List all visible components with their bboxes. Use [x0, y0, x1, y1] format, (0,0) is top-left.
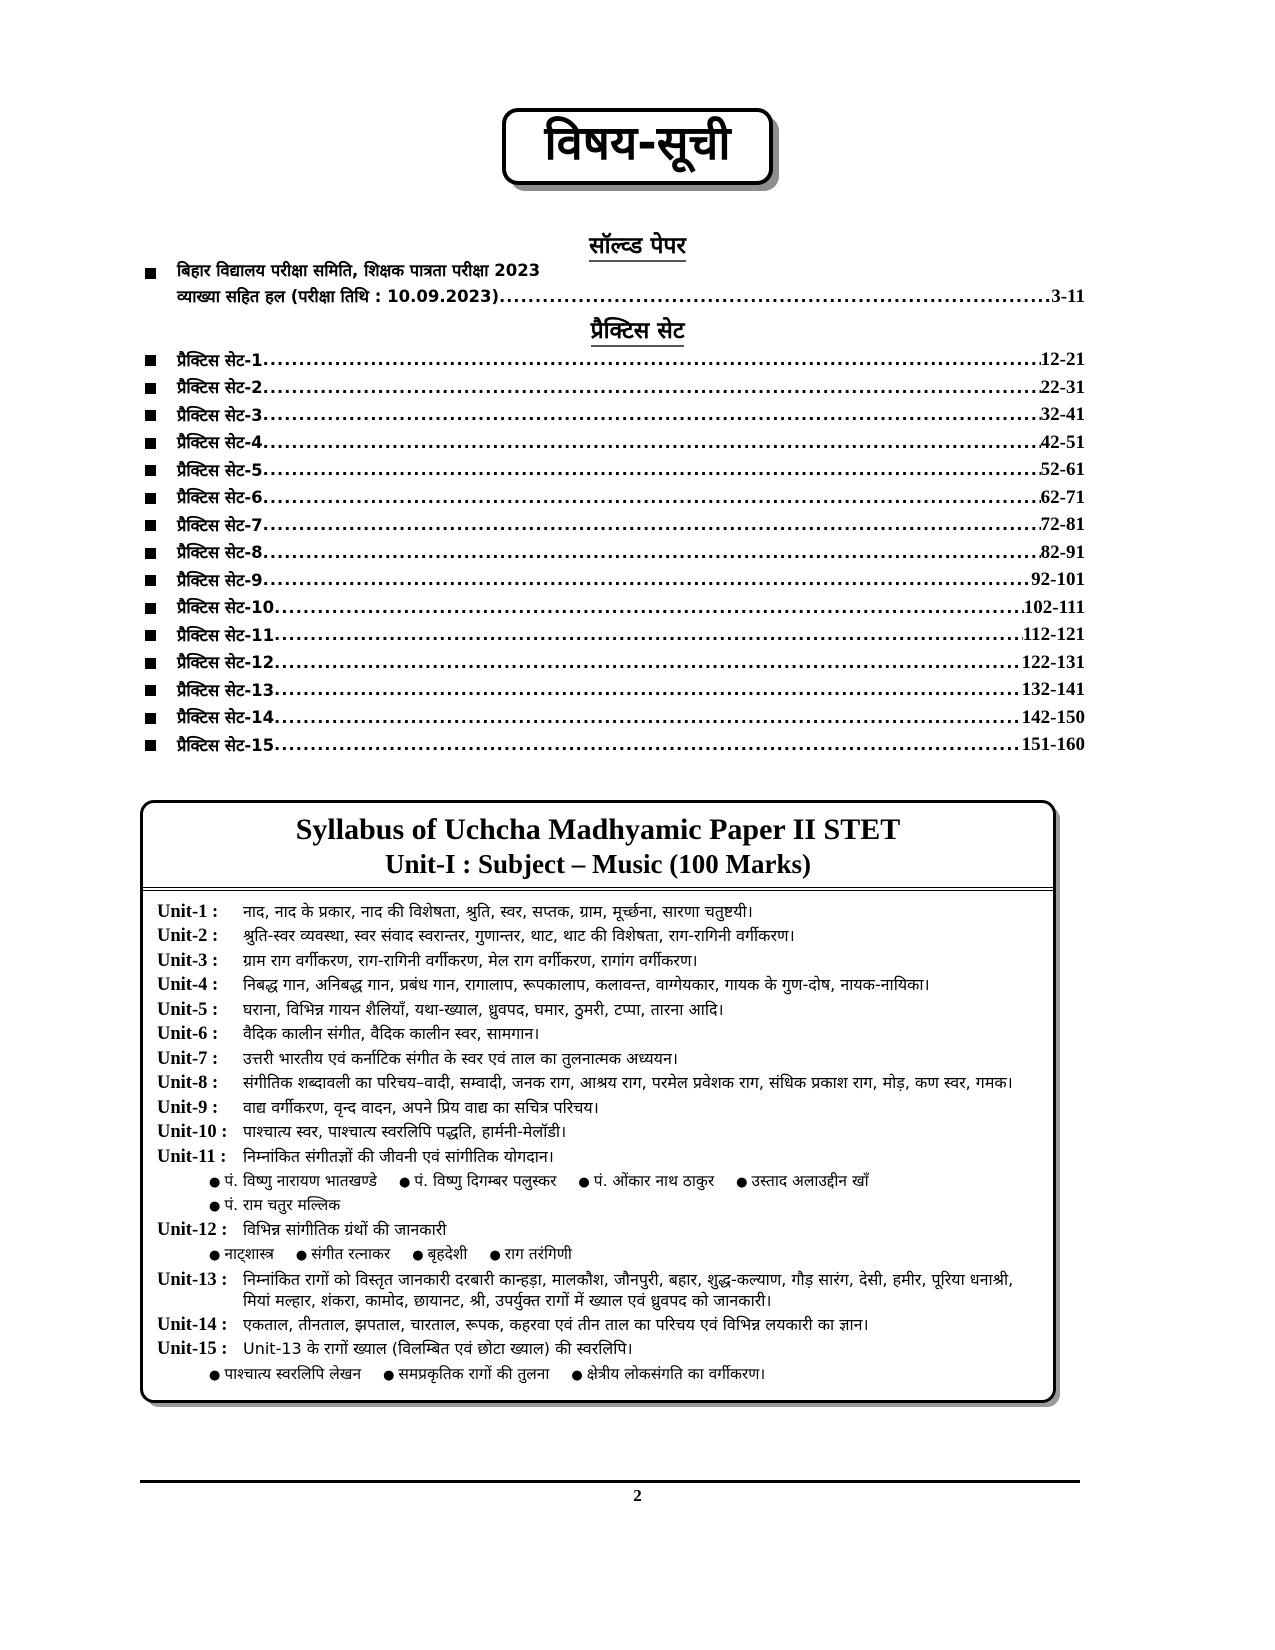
syllabus-bullet-label: पं. ओंकार नाथ ठाकुर [593, 1172, 715, 1191]
syllabus-bullet-label: बृहदेशी [427, 1245, 468, 1264]
syllabus-unit-row [157, 1121, 1039, 1143]
round-bullet-icon: ● [209, 1198, 221, 1214]
toc-page-range: 122-131 [1021, 651, 1085, 673]
round-bullet-icon: ● [571, 1367, 583, 1383]
toc-entry-line [177, 350, 1085, 369]
round-bullet-icon: ● [736, 1175, 748, 1191]
syllabus-bullet-label: पं. विष्णु नारायण भातखण्डे [224, 1172, 377, 1191]
syllabus-bullet-item [209, 1363, 361, 1386]
syllabus-bullet-label: राग तरंगिणी [504, 1245, 572, 1264]
toc-entry-practice-set[interactable] [145, 625, 1085, 644]
dot-leader [263, 490, 1041, 506]
square-bullet-icon [145, 548, 156, 559]
syllabus-bullet-label: पं. विष्णु दिगम्बर पलुस्कर [414, 1172, 557, 1191]
dot-leader [274, 627, 1023, 643]
syllabus-unit-text: पाश्चात्य स्वर, पाश्चात्य स्वरलिपि पद्धति, हार्मनी-मेलॉडी। [243, 1122, 567, 1142]
square-bullet-icon [145, 603, 156, 614]
syllabus-bullet-item [412, 1243, 467, 1266]
page-title-container [0, 108, 1275, 185]
toc-entry-body [177, 543, 1085, 562]
toc-entry-practice-set[interactable] [145, 378, 1085, 397]
syllabus-unit-text: घराना, विभिन्न गायन शैलियाँ, यथा-ख्याल, ध्रुवपद, घमार, ठुमरी, टप्पा, तारना आदि। [243, 999, 724, 1019]
toc-entry-practice-set[interactable] [145, 488, 1085, 507]
syllabus-bullet-label: समप्रकृतिक रागों की तुलना [398, 1364, 550, 1383]
syllabus-bullet-item [399, 1170, 556, 1193]
toc-entry-line2: व्याख्या सहित हल (परीक्षा तिथि : 10.09.2023) [177, 287, 500, 306]
toc-entry-line [177, 625, 1085, 644]
toc-entry-label: प्रैक्टिस सेट-7 [177, 515, 263, 535]
toc-entry-line [177, 653, 1085, 672]
dot-leader [263, 517, 1041, 533]
syllabus-unit-bullet-list [157, 1170, 1039, 1217]
syllabus-unit-bullet-list [157, 1363, 1039, 1386]
toc-entry-practice-set[interactable] [145, 570, 1085, 589]
toc-page-range: 12-21 [1040, 349, 1085, 370]
syllabus-unit-text: ग्राम राग वर्गीकरण, राग-रागिनी वर्गीकरण, मेल राग वर्गीकरण, रागांग वर्गीकरण। [243, 950, 698, 970]
dot-leader [263, 407, 1041, 423]
syllabus-unit-row [157, 1314, 1039, 1336]
syllabus-unit-row [157, 999, 1039, 1021]
syllabus-bullet-label: पं. राम चतुर मल्लिक [224, 1195, 341, 1214]
toc-entry-line [177, 680, 1085, 699]
syllabus-unit-row [157, 1219, 1039, 1241]
syllabus-unit-row [157, 950, 1039, 972]
syllabus-unit-key: Unit-7 : [157, 1048, 219, 1069]
toc-entry-practice-set[interactable] [145, 680, 1085, 699]
toc-entry-label: प्रैक्टिस सेट-13 [177, 680, 275, 700]
dot-leader [274, 682, 1022, 698]
syllabus-unit-key: Unit-2 : [157, 926, 219, 947]
square-bullet-icon [145, 658, 156, 669]
syllabus-unit-text: उत्तरी भारतीय एवं कर्नाटिक संगीत के स्वर एवं ताल का तुलनात्मक अध्ययन। [243, 1048, 678, 1068]
syllabus-unit-row [157, 1097, 1039, 1119]
syllabus-bullet-item [736, 1170, 868, 1193]
toc-page-range: 42-51 [1040, 431, 1085, 453]
footer-page-number: 2 [633, 1486, 642, 1505]
dot-leader [274, 600, 1024, 616]
square-bullet-icon [145, 630, 156, 641]
toc-entry-practice-set[interactable] [145, 433, 1085, 452]
round-bullet-icon: ● [398, 1175, 411, 1191]
syllabus-unit-text: श्रुति-स्वर व्यवस्था, स्वर संवाद स्वरान्तर, गुणान्तर, थाट, थाट की विशेषता, राग-रागिनी वर्गीकरण। [243, 926, 795, 946]
syllabus-unit-row [157, 1023, 1039, 1045]
syllabus-unit-key: Unit-11 : [157, 1146, 227, 1167]
dot-leader [263, 462, 1041, 478]
syllabus-unit-key: Unit-13 : [157, 1269, 228, 1290]
syllabus-unit-row [157, 974, 1039, 996]
syllabus-bullet-item [209, 1170, 377, 1193]
toc-entry-body [177, 460, 1085, 479]
dot-leader [274, 737, 1022, 753]
syllabus-unit-row [157, 1072, 1039, 1094]
toc-entry-practice-set[interactable] [145, 543, 1085, 562]
square-bullet-icon [145, 410, 156, 421]
syllabus-unit-key: Unit-10 : [157, 1122, 228, 1143]
toc-page-range: 151-160 [1021, 734, 1085, 755]
syllabus-unit-key: Unit-9 : [157, 1097, 219, 1118]
square-bullet-icon [145, 685, 156, 696]
toc-entry-practice-set[interactable] [145, 735, 1085, 754]
round-bullet-icon: ● [489, 1248, 501, 1264]
toc-entry-practice-set[interactable] [145, 405, 1085, 424]
toc-entry-label: प्रैक्टिस सेट-8 [177, 543, 263, 562]
syllabus-unit-list [143, 891, 1053, 1400]
toc-entry-body [177, 263, 1085, 306]
toc-entry-practice-set[interactable] [145, 350, 1085, 369]
syllabus-unit-key: Unit-15 : [157, 1339, 228, 1360]
section-heading-practice-sets [0, 313, 1275, 345]
toc-entry-line [177, 515, 1085, 534]
syllabus-unit-key: Unit-12 : [157, 1219, 228, 1240]
toc-entry-practice-set[interactable] [145, 598, 1085, 617]
toc-entry-label: प्रैक्टिस सेट-15 [177, 735, 275, 755]
syllabus-unit-text: नाद, नाद के प्रकार, नाद की विशेषता, श्रुति, स्वर, सप्तक, ग्राम, मूर्च्छना, सारणा चतुष्टयी। [243, 901, 753, 921]
syllabus-unit-row [157, 925, 1039, 947]
toc-page-range: 82-91 [1040, 541, 1085, 563]
round-bullet-icon: ● [383, 1367, 395, 1383]
syllabus-bullet-item [209, 1243, 274, 1266]
syllabus-unit-key: Unit-8 : [157, 1073, 219, 1094]
syllabus-bullet-label: क्षेत्रीय लोकसंगति का वर्गीकरण। [586, 1364, 766, 1383]
toc-entry-body [177, 488, 1085, 507]
toc-entry-label: प्रैक्टिस सेट-14 [177, 708, 275, 727]
syllabus-unit-row [157, 1269, 1039, 1312]
syllabus-unit-text: विभिन्न सांगीतिक ग्रंथों की जानकारी [243, 1219, 447, 1239]
toc-entry-label: प्रैक्टिस सेट-2 [177, 378, 263, 397]
square-bullet-icon [145, 438, 156, 449]
toc-entry-practice-set[interactable] [145, 708, 1085, 727]
syllabus-bullet-item [578, 1170, 714, 1193]
toc-entry-body [177, 570, 1085, 589]
syllabus-header [143, 803, 1053, 891]
toc-entry-line [177, 460, 1085, 479]
syllabus-unit-text: निम्नांकित संगीतज्ञों की जीवनी एवं सांगीतिक योगदान। [243, 1146, 554, 1166]
toc-page-range: 132-141 [1021, 679, 1085, 700]
square-bullet-icon [145, 520, 156, 531]
toc-entry-line [177, 378, 1085, 397]
square-bullet-icon [145, 465, 156, 476]
toc-entry-label: प्रैक्टिस सेट-1 [177, 350, 263, 370]
syllabus-unit-row [157, 901, 1039, 923]
syllabus-unit-text: एकताल, तीनताल, झपताल, चारताल, रूपक, कहरवा एवं तीन ताल का परिचय एवं विभिन्न लयकारी का ज्ञान। [243, 1314, 869, 1334]
toc-entry-line [177, 735, 1085, 754]
toc-page-range: 3-11 [1051, 285, 1085, 307]
toc-entry-line [177, 543, 1085, 562]
round-bullet-icon: ● [295, 1248, 308, 1264]
round-bullet-icon: ● [209, 1248, 221, 1264]
page-title: विषय-सूची [544, 116, 731, 171]
toc-entry-line [177, 598, 1085, 617]
dot-leader [263, 352, 1041, 368]
section-heading-solved-paper-text: सॉल्व्ड पेपर [589, 233, 686, 262]
syllabus-bullet-label: उस्ताद अलाउद्दीन खाँ [751, 1172, 869, 1191]
square-bullet-icon [145, 383, 156, 394]
dot-leader [499, 289, 1051, 305]
toc-entry-practice-set[interactable] [145, 460, 1085, 479]
toc-entry-practice-set[interactable] [145, 653, 1085, 672]
syllabus-unit-text: निबद्ध गान, अनिबद्ध गान, प्रबंध गान, रागालाप, रूपकालाप, कलावन्त, वाग्गेयकार, गायक के गुण-दोष, नायक-नायिका। [243, 975, 930, 995]
syllabus-bullet-item [383, 1363, 549, 1386]
toc-entry-body [177, 680, 1085, 699]
toc-entry-line [177, 488, 1085, 507]
toc-page-range: 32-41 [1040, 404, 1085, 425]
toc-entry-body [177, 598, 1085, 617]
syllabus-unit-text: Unit-13 के रागों ख्याल (विलम्बित एवं छोटा ख्याल) की स्वरलिपि। [243, 1339, 633, 1359]
round-bullet-icon: ● [209, 1367, 221, 1383]
toc-entry-line1: बिहार विद्यालय परीक्षा समिति, शिक्षक पात्रता परीक्षा 2023 [177, 261, 541, 280]
syllabus-unit-key: Unit-3 : [157, 950, 219, 971]
syllabus-bullet-label: पाश्चात्य स्वरलिपि लेखन [224, 1364, 362, 1383]
syllabus-bullet-item [489, 1243, 572, 1266]
toc-entry-label: प्रैक्टिस सेट-5 [177, 460, 263, 480]
syllabus-unit-key: Unit-4 : [157, 975, 219, 996]
toc-page-range: 22-31 [1040, 376, 1085, 398]
toc-entry-label: प्रैक्टिस सेट-3 [177, 405, 263, 425]
page-title-box [502, 108, 772, 185]
square-bullet-icon [145, 575, 156, 586]
toc-entry-body [177, 625, 1085, 644]
square-bullet-icon [145, 493, 156, 504]
toc-entry-line [177, 570, 1085, 589]
toc-page-range: 102-111 [1023, 596, 1085, 618]
toc-entry-line [177, 433, 1085, 452]
syllabus-bullet-item [209, 1194, 340, 1217]
toc-entry-body [177, 653, 1085, 672]
syllabus-unit-text: संगीतिक शब्दावली का परिचय–वादी, सम्वादी, जनक राग, आश्रय राग, परमेल प्रवेशक राग, संधिक प्रकाश राग, मोड़, कण स्वर, गमक। [243, 1073, 1013, 1093]
toc-entry-solved[interactable] [145, 263, 1085, 306]
toc-page-range: 52-61 [1040, 459, 1085, 480]
round-bullet-icon: ● [578, 1175, 590, 1191]
syllabus-bullet-item [571, 1363, 765, 1386]
dot-leader [263, 572, 1032, 588]
syllabus-unit-key: Unit-5 : [157, 999, 219, 1020]
toc-page-range: 92-101 [1031, 569, 1085, 590]
dot-leader [263, 380, 1041, 396]
toc-page-range: 142-150 [1021, 706, 1085, 728]
toc-practice-list [145, 350, 1085, 763]
syllabus-unit-text: वैदिक कालीन संगीत, वैदिक कालीन स्वर, सामगान। [243, 1024, 540, 1044]
syllabus-unit-key: Unit-1 : [157, 901, 219, 922]
dot-leader [263, 435, 1041, 451]
square-bullet-icon [145, 268, 156, 279]
syllabus-unit-row [157, 1146, 1039, 1168]
syllabus-unit-text: निम्नांकित रागों को विस्तृत जानकारी दरबारी कान्हड़ा, मालकौश, जौनपुरी, बहार, शुद्ध-कल्याण, गौड़ सारंग, देसी, हमीर, पूरिया धनाश्री, मियां मल्हार, शंकरा, कामोद, छायानट, श्री, उपर्युक्त रागों में ख्याल एवं ध्रुवपद को जानकारी। [243, 1269, 1014, 1310]
section-heading-practice-sets-text: प्रैक्टिस सेट [591, 318, 685, 347]
toc-entry-label: प्रैक्टिस सेट-11 [177, 625, 275, 645]
syllabus-subtitle: Unit-I : Subject – Music (100 Marks) [385, 849, 811, 880]
syllabus-unit-row [157, 1338, 1039, 1360]
square-bullet-icon [145, 355, 156, 366]
toc-entry-body [177, 405, 1085, 424]
toc-solved-list [145, 263, 1085, 314]
toc-entry-label: प्रैक्टिस सेट-10 [177, 598, 275, 617]
toc-entry-line [177, 405, 1085, 424]
dot-leader [274, 710, 1022, 726]
syllabus-unit-key: Unit-6 : [157, 1024, 219, 1045]
section-heading-solved-paper [0, 228, 1275, 260]
square-bullet-icon [145, 713, 156, 724]
syllabus-title: Syllabus of Uchcha Madhyamic Paper II STET [295, 813, 901, 846]
dot-leader [274, 655, 1022, 671]
toc-entry-body [177, 515, 1085, 534]
footer-divider [140, 1480, 1080, 1483]
syllabus-unit-text: वाद्य वर्गीकरण, वृन्द वादन, अपने प्रिय वाद्य का सचित्र परिचय। [243, 1097, 599, 1117]
toc-entry-label: प्रैक्टिस सेट-12 [177, 653, 275, 672]
toc-page-range: 72-81 [1040, 514, 1085, 535]
toc-entry-label: प्रैक्टिस सेट-4 [177, 433, 263, 452]
syllabus-bullet-label: संगीत रत्नाकर [311, 1245, 391, 1264]
round-bullet-icon: ● [209, 1175, 221, 1191]
toc-entry-body [177, 735, 1085, 754]
toc-entry-body [177, 350, 1085, 369]
square-bullet-icon [145, 740, 156, 751]
syllabus-unit-bullet-list [157, 1243, 1039, 1266]
toc-entry-label: प्रैक्टिस सेट-6 [177, 488, 263, 507]
syllabus-unit-key: Unit-14 : [157, 1314, 228, 1335]
toc-entry-body [177, 433, 1085, 452]
syllabus-unit-row [157, 1048, 1039, 1070]
toc-entry-body [177, 378, 1085, 397]
syllabus-bullet-item [296, 1243, 390, 1266]
toc-page-range: 112-121 [1022, 624, 1085, 645]
syllabus-box [140, 800, 1056, 1403]
toc-entry-practice-set[interactable] [145, 515, 1085, 534]
syllabus-bullet-label: नाट्शास्त्र [224, 1245, 274, 1264]
toc-page-range: 62-71 [1040, 486, 1085, 508]
toc-entry-body [177, 708, 1085, 727]
toc-entry-line2-row [177, 287, 1085, 306]
toc-entry-label: प्रैक्टिस सेट-9 [177, 570, 263, 590]
round-bullet-icon: ● [412, 1248, 424, 1264]
toc-entry-line [177, 708, 1085, 727]
dot-leader [263, 545, 1041, 561]
